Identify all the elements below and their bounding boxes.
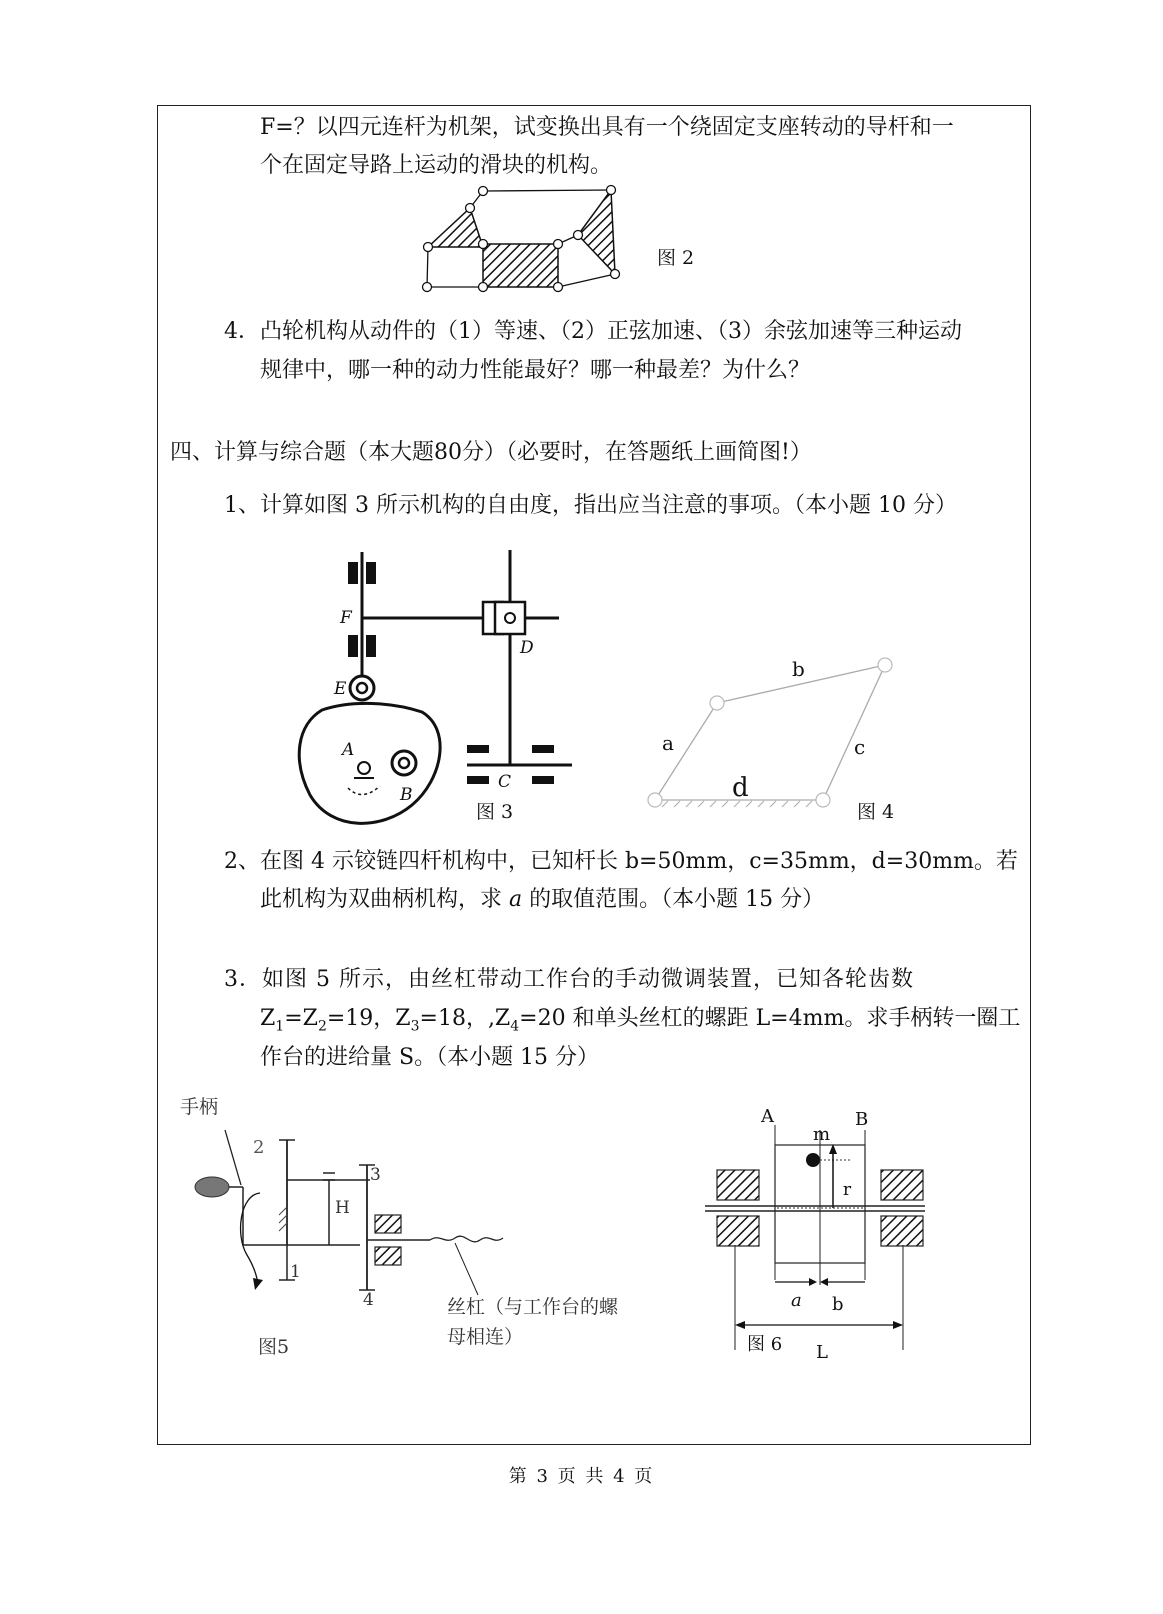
q3-line2: 个在固定导路上运动的滑块的机构。 xyxy=(260,153,613,178)
label-A: A xyxy=(761,1106,774,1127)
link-left-triangle xyxy=(428,208,483,247)
label-gear-4: 4 xyxy=(363,1290,374,1310)
figure-6-caption: 图 6 xyxy=(747,1334,783,1355)
figure-3-caption: 图 3 xyxy=(476,801,514,823)
figure-3-cam-mechanism xyxy=(262,540,592,835)
label-a: a xyxy=(662,731,674,755)
label-b: b xyxy=(832,1294,844,1315)
label-gear-2: 2 xyxy=(253,1137,265,1158)
q3-line1: F=？以四元连杆为机架，试变换出具有一个绕固定支座转动的导杆和一 xyxy=(260,115,954,140)
label-a: a xyxy=(791,1290,802,1311)
label-L: L xyxy=(816,1342,828,1363)
problem-3-line2: $Z_1=Z_2=19$，$Z_3=18$，$,Z_4=20$ 和单头丝杠的螺距 L=4mm。求手柄转一圈工 xyxy=(260,1006,1021,1035)
problem-2-line2: 此机构为双曲柄机构，求 a 的取值范围。（本小题 15 分） xyxy=(260,887,825,912)
figure-4-caption: 图 4 xyxy=(857,801,895,823)
label-F: F xyxy=(340,608,352,628)
label-B: B xyxy=(855,1109,869,1130)
label-A: A xyxy=(342,740,355,760)
label-gear-1: 1 xyxy=(290,1262,301,1282)
label-b: b xyxy=(792,657,805,681)
problem-2-line1: 2、在图 4 示铰链四杆机构中，已知杆长 b=50mm，c=35mm，d=30mm。若 xyxy=(224,849,1018,874)
figure-6-rotor xyxy=(705,1100,945,1370)
label-screw-2: 母相连） xyxy=(447,1326,524,1348)
label-r: r xyxy=(843,1180,852,1200)
link-right-triangle xyxy=(578,190,615,274)
q4-line1: 4．凸轮机构从动件的（1）等速、（2）正弦加速、（3）余弦加速等三种运动 xyxy=(224,319,962,344)
q4-line2: 规律中，哪一种的动力性能最好？哪一种最差？为什么？ xyxy=(260,358,811,383)
label-H: H xyxy=(335,1198,350,1218)
label-gear-3: 3 xyxy=(370,1165,381,1185)
problem-3-line3: 作台的进给量 S。（本小题 15 分） xyxy=(260,1045,600,1070)
page-footer: 第 3 页 共 4 页 xyxy=(508,1466,655,1487)
label-screw-1: 丝杠（与工作台的螺 xyxy=(447,1296,619,1318)
figure-2-linkage xyxy=(415,180,635,295)
label-m: m xyxy=(813,1124,831,1145)
figure-2-caption: 图 2 xyxy=(657,247,695,269)
label-E: E xyxy=(334,679,347,699)
problem-1-text: 1、计算如图 3 所示机构的自由度，指出应当注意的事项。（本小题 10 分） xyxy=(224,493,957,518)
figure-5-caption: 图5 xyxy=(258,1336,290,1358)
problem-3-line1: 3．如图 5 所示，由丝杠带动工作台的手动微调装置，已知各轮齿数 xyxy=(224,967,914,992)
label-c: c xyxy=(854,735,866,759)
figure-4-four-bar xyxy=(640,650,900,820)
label-D: D xyxy=(520,638,534,658)
figure-5-gear-train xyxy=(175,1085,645,1375)
label-B: B xyxy=(400,785,413,805)
section-4-heading: 四、计算与综合题（本大题80分）（必要时，在答题纸上画简图!） xyxy=(170,440,812,465)
label-d: d xyxy=(732,773,749,803)
link-center-rect xyxy=(483,244,558,287)
label-C: C xyxy=(498,772,512,792)
label-handle: 手柄 xyxy=(180,1096,219,1118)
